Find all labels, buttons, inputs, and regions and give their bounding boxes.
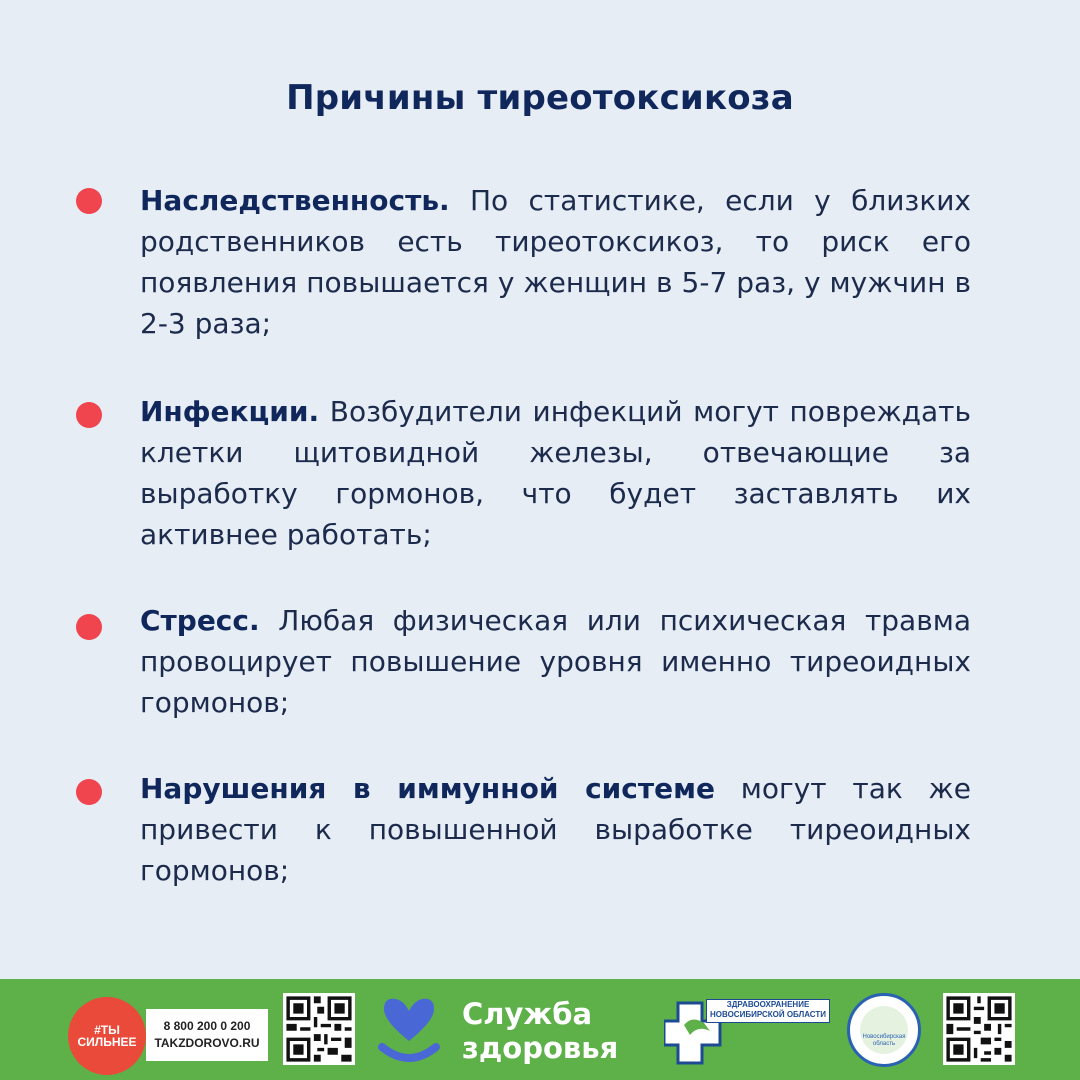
cause-item-infections <box>140 391 971 555</box>
brand-line-2: здоровья <box>462 1031 619 1065</box>
emblem-text: Новосибирская область <box>860 1006 908 1054</box>
bullet-dot <box>76 402 102 428</box>
hotline-box <box>146 1009 268 1061</box>
hotline-site[interactable]: TAKZDOROVO.RU <box>154 1036 260 1050</box>
health-org-line-2: НОВОСИБИРСКОЙ ОБЛАСТИ <box>710 1010 826 1019</box>
heart-logo-icon <box>376 995 442 1067</box>
bullet-dot <box>76 779 102 805</box>
bullet-dot <box>76 614 102 640</box>
cause-text: Любая физическая или психическая травма провоцирует повышение уровня именно тиреоидных гормонов; <box>140 604 971 719</box>
health-org-line-1: ЗДРАВООХРАНЕНИЕ <box>726 1000 810 1009</box>
cause-heading: Нарушения в иммунной системе <box>140 772 715 805</box>
campaign-badge-logo <box>68 997 146 1075</box>
bullet-dot <box>76 188 102 214</box>
cause-text: могут так же привести к повышенной выработке тиреоидных гормонов; <box>140 772 971 887</box>
footer-bar <box>0 979 1080 1080</box>
qr-code-icon[interactable] <box>943 993 1015 1065</box>
cause-text: Возбудители инфекций могут повреждать клетки щитовидной железы, отвечающие за выработку гормонов, что будет заставлять их активнее работать; <box>140 395 971 551</box>
badge-text: #ТЫ СИЛЬНЕЕ <box>77 1023 137 1049</box>
cause-heading: Стресс. <box>140 604 260 637</box>
cause-heading: Инфекции. <box>140 395 320 428</box>
regional-center-emblem <box>847 993 921 1067</box>
brand-line-1: Служба <box>462 997 593 1031</box>
hotline-phone[interactable]: 8 800 200 0 200 <box>163 1019 251 1033</box>
cause-heading: Наследственность. <box>140 184 450 217</box>
health-org-label <box>706 999 830 1023</box>
cause-item-stress <box>140 600 971 723</box>
page-title: Причины тиреотоксикоза <box>286 78 794 118</box>
cause-item-immune <box>140 768 971 891</box>
cause-item-heredity <box>140 180 971 344</box>
brand-name <box>462 997 618 1065</box>
cause-text: По статистике, если у близких родственников есть тиреотоксикоз, то риск его появления повышается у женщин в 5-7 раз, у мужчин в 2-3 раза; <box>140 184 971 340</box>
qr-code-icon[interactable] <box>283 993 355 1065</box>
